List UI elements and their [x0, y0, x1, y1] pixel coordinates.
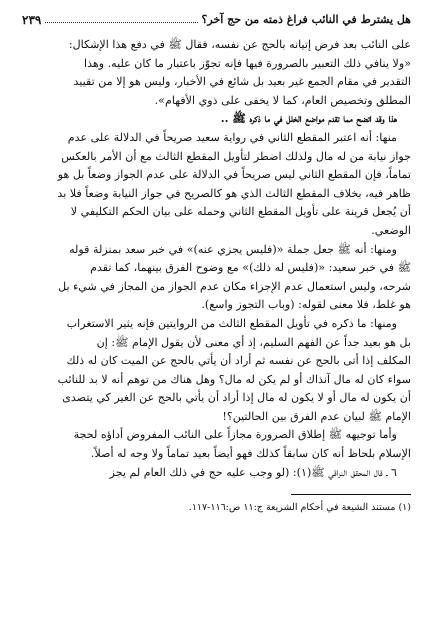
text-line: أن يُجعل قرينة على تأويل المقطع الثاني وحمله على بيان الحكم التكليفي لا — [70, 205, 411, 219]
text-line: الإسلام بلحاظ أنه كان سابقاً كذلك فهو أيضاً بعيد تماماً ولا وجه له أصلاً. — [90, 447, 411, 461]
text-line: المكلف إذا أتى بالحج عن نفسه ثم أراد أن يأتي بالحج عن الميت كان له ذلك — [66, 354, 411, 368]
header-leader-dots — [45, 22, 197, 23]
text-line: ومنها: أنه ﷺ جعل جملة «(فليس يجزي عنه)» في خبر سعد بمنزلة قوله — [69, 242, 397, 256]
text-line: ظاهر فيه، بخلاف المقطع الثالث الذي هو كالصريح في جواز النيابة وضعاً فلا بد — [57, 186, 411, 200]
page-number: ٢٣٩ — [22, 13, 42, 27]
text-line: على النائب بعد فرض إتيانه بالحج عن نفسه، فقال ﷺ في دفع هذا الإشكال: — [68, 38, 411, 51]
text-line: تماماً، فإن المقطع الثاني ليس صريحاً في الدلالة على عدم الجواز وضعاً بل هو — [57, 168, 411, 182]
text-line: المطلق وتخصيص العام، كما لا يخفى على ذوي الأفهام». — [154, 93, 411, 107]
text-line: الإمام ﷺ لبيان عدم الفرق بين الحالتين؟! — [222, 409, 411, 423]
text-line: ٦ ـ قال المحقق النراقي ﷺ(١): (لو وجب عليه حج في ذلك العام لم يجز — [109, 465, 397, 479]
text-line: منها: أنه اعتبر المقطع الثاني في رواية سعيد صريحاً في الدلالة على عدم — [67, 130, 397, 144]
text-line: سواء كان له مال آنذاك أو لم يكن له مال؟ وهل هناك من توهم أنه لا بد للنائب — [57, 372, 411, 386]
text-line: «ولا ينافي ذلك التعبير بالصرورة فيها فإنه تجوّز باعتبار ما كان عليه. وهذا — [84, 56, 411, 70]
text-line: بل هو بعيد جداً عن الفهم السليم، إذ أي معنى لأن يقول الإمام ﷺ: إن — [96, 335, 411, 349]
text-line: الوضعي. — [371, 223, 411, 237]
text-line: التقدير في مقام الجمع غير بعيد بل شائع في الأخبار، وليس هو إلا من تقييد — [73, 75, 411, 89]
footnote: (١) مستند الشيعة في أحكام الشريعة ج:١١ ص:١١٦-١١٧. — [188, 502, 411, 514]
page-header — [22, 10, 411, 30]
footnote-separator — [291, 494, 411, 495]
text-line: هذا وقد اتضح مما تقدم مواضع الخلل في ما ذكره ﷺ .. — [220, 112, 397, 126]
text-line: هو غلط، فلا معنى لقوله: (وباب التجوز واسع). — [201, 298, 411, 312]
body-text — [22, 36, 411, 482]
text-line: أن يكون له مال أو لا يكون له مال إذا أراد أن يأتي بالحج عن الغير كي يتصدى — [62, 391, 411, 405]
text-line: ﷺ في خبر سعيد: «(فليس له ذلك)» مع وضوح الفرق بينهما، كما تقدم — [90, 261, 411, 275]
text-line: وأما توجيهه ﷺ إطلاق الصرورة مجازاً على النائب المفروض أداؤه لحجة — [73, 428, 397, 442]
text-line: شرحه، وليس استعمال عدم الإجزاء مكان عدم الجواز من المجاز في شيء بل — [58, 279, 411, 293]
text-line: ومنها: ما ذكره في تأويل المقطع الثالث من الروايتين فإنه يثير الاستغراب — [66, 316, 397, 330]
running-title: هل يشترط في النائب فراغ ذمته من حج آخر؟ — [201, 13, 411, 26]
text-line: جواز نيابة من له مال ولذلك اضطر لتأويل المقطع الثالث مع أن الأمر بالعكس — [61, 149, 411, 163]
